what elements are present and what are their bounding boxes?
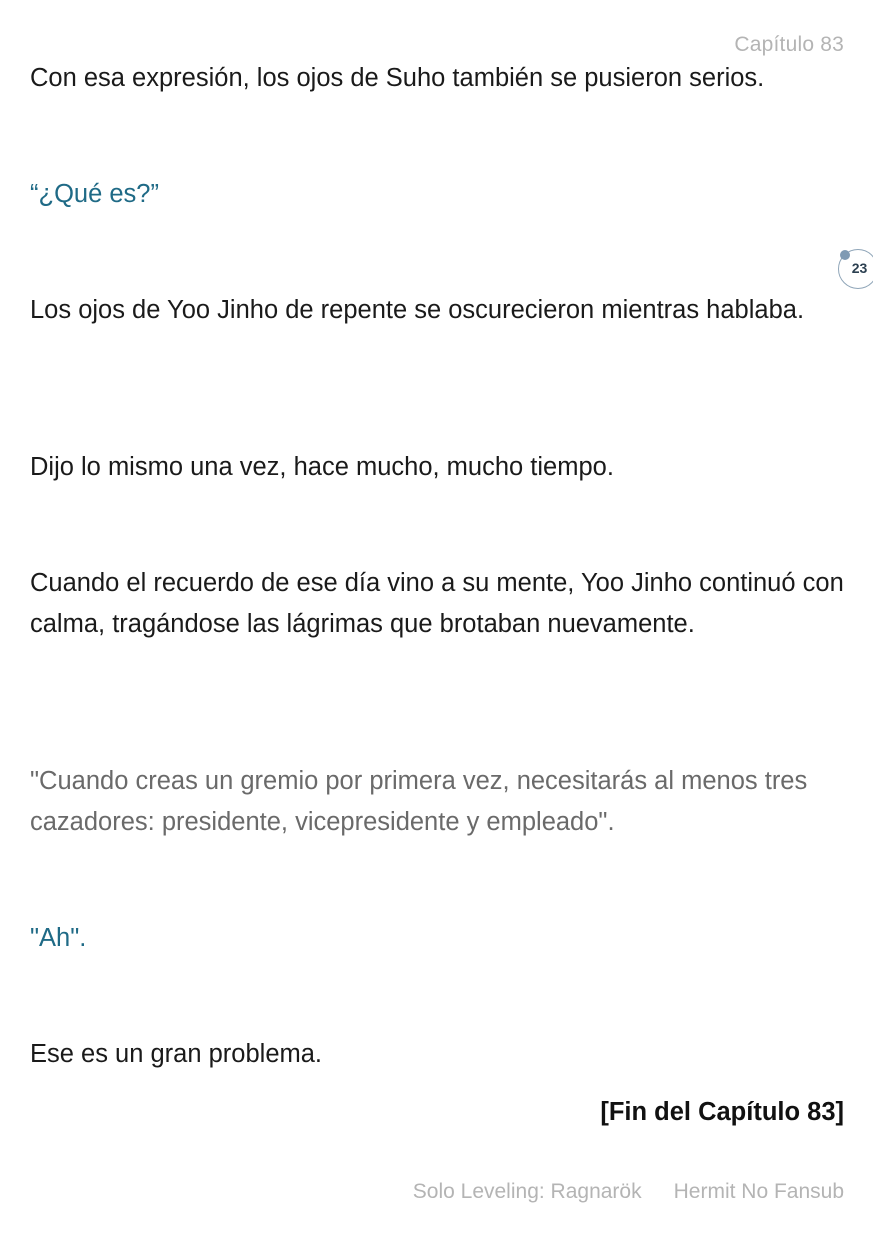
paragraph-narration: Dijo lo mismo una vez, hace mucho, mucho tiempo. [30,453,614,481]
page-number: 23 [851,260,868,276]
paragraph-narration: Cuando el recuerdo de ese día vino a su mente, Yoo Jinho continuó con calma, tragándose las lágrimas que brotaban nuevamente. [30,569,844,638]
paragraph-quote: "Cuando creas un gremio por primera vez, necesitarás al menos tres cazadores: presidente, vicepresidente y empleado". [30,767,808,836]
footer-book-title: Solo Leveling: Ragnarök [412,1180,642,1203]
paragraph-dialogue: “¿Qué es?” [30,180,159,208]
paragraph-dialogue: "Ah". [30,924,87,952]
footer-translator: Hermit No Fansub [673,1180,844,1203]
paragraph-narration: Los ojos de Yoo Jinho de repente se oscurecieron mientras hablaba. [30,296,805,324]
paragraph-narration: Con esa expresión, los ojos de Suho también se pusieron serios. [30,64,765,92]
page-indicator[interactable] [838,249,873,289]
page-indicator-dot [840,250,850,260]
paragraph-narration: Ese es un gran problema. [30,1040,323,1068]
chapter-header: Capítulo 83 [734,33,844,56]
chapter-end-marker: [Fin del Capítulo 83] [600,1098,844,1126]
footer [413,1180,844,1204]
